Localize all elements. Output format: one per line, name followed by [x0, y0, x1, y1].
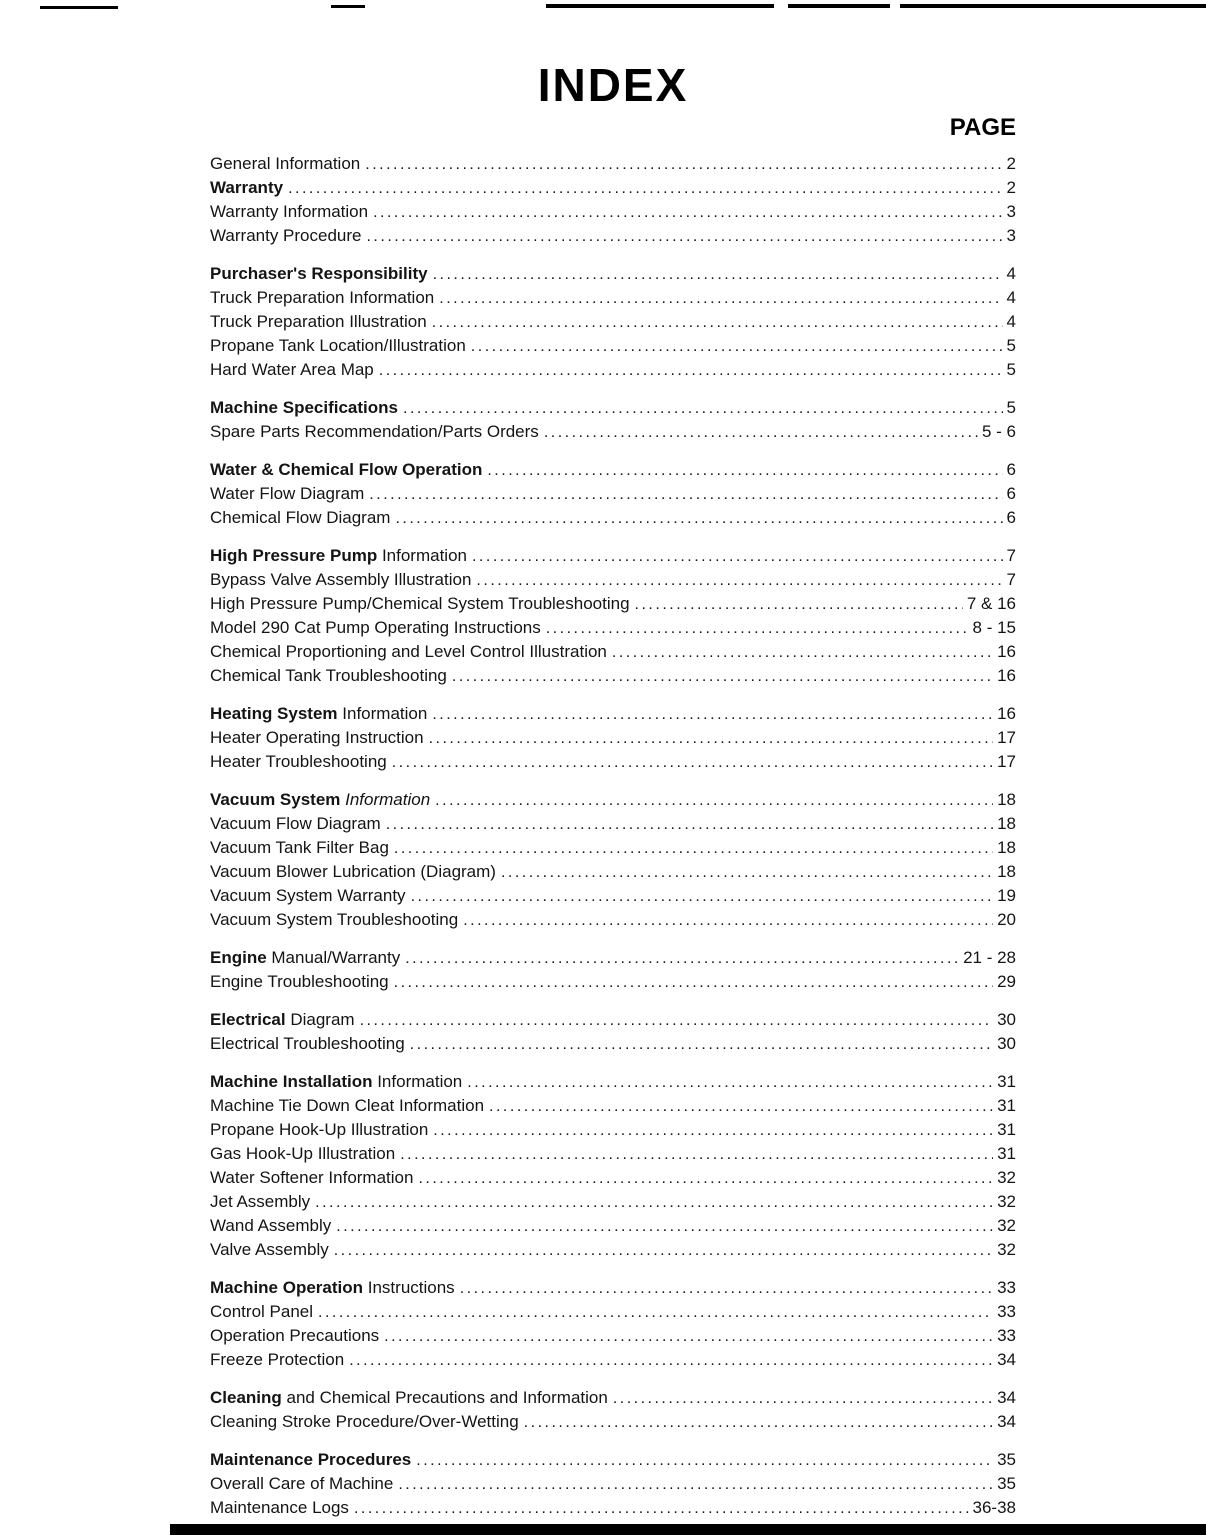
toc-entry-page: 2: [1006, 154, 1016, 173]
toc-entry: [210, 200, 1016, 224]
toc-entry-page: 32: [997, 1240, 1016, 1259]
toc-entry-page: 33: [997, 1302, 1016, 1321]
dotted-leader: [336, 1214, 993, 1238]
dotted-leader: [418, 1166, 993, 1190]
toc-entry: [210, 1118, 1016, 1142]
toc-entry-page: 6: [1006, 484, 1016, 503]
toc-entry-page: 5: [1006, 336, 1016, 355]
toc-entry-label: Water & Chemical Flow Operation: [210, 460, 483, 479]
toc-entry-page: 8 - 15: [972, 618, 1016, 637]
toc-entry: [210, 262, 1016, 286]
toc-entry-label: Cleaning Stroke Procedure/Over-Wetting: [210, 1412, 519, 1431]
page-column-header: PAGE: [949, 114, 1016, 141]
page-title: INDEX: [537, 59, 689, 111]
toc-entry: [210, 1032, 1016, 1056]
dotted-leader: [544, 420, 978, 444]
toc-entry-page: 30: [997, 1034, 1016, 1053]
dotted-leader: [463, 908, 993, 932]
toc-entry-label: Warranty: [210, 178, 284, 197]
dotted-leader: [369, 482, 1002, 506]
toc-entry: [210, 616, 1016, 640]
toc-entry: [210, 568, 1016, 592]
toc-entry-label: Spare Parts Recommendation/Parts Orders: [210, 422, 539, 441]
toc-entry-page: 34: [997, 1388, 1016, 1407]
toc-entry-page: 31: [997, 1072, 1016, 1091]
dotted-leader: [400, 1142, 993, 1166]
dotted-leader: [476, 568, 1002, 592]
dotted-leader: [613, 1386, 993, 1410]
toc-entry: [210, 884, 1016, 908]
toc-entry-label: High Pressure Pump/Chemical System Troubleshooting: [210, 594, 630, 613]
toc-entry-label: Vacuum Blower Lubrication (Diagram): [210, 862, 496, 881]
dotted-leader: [435, 788, 993, 812]
toc-entry-page: 31: [997, 1120, 1016, 1139]
toc-entry-label: Chemical Flow Diagram: [210, 508, 391, 527]
dotted-leader: [501, 860, 993, 884]
toc-entry-page: 7: [1006, 546, 1016, 565]
toc-entry-page: 7: [1006, 570, 1016, 589]
bottom-rule: [170, 1524, 1206, 1535]
toc-entry-page: 3: [1006, 202, 1016, 221]
toc-entry-label: Vacuum System Warranty: [210, 886, 406, 905]
toc-entry: [210, 592, 1016, 616]
toc-entry: [210, 544, 1016, 568]
toc-entry-page: 32: [997, 1192, 1016, 1211]
toc-entry: [210, 1238, 1016, 1262]
dotted-leader: [429, 726, 994, 750]
dotted-leader: [467, 1070, 993, 1094]
toc-entry-label: Heating System Information: [210, 704, 428, 723]
toc-entry: [210, 482, 1016, 506]
dotted-leader: [349, 1348, 993, 1372]
toc-entry-label: Engine Manual/Warranty: [210, 948, 401, 967]
dotted-leader: [373, 200, 1002, 224]
toc-entry-page: 35: [997, 1474, 1016, 1493]
toc-entry: [210, 506, 1016, 530]
toc-entry: [210, 1142, 1016, 1166]
toc-entry-label: Electrical Diagram: [210, 1010, 355, 1029]
toc-entry-page: 7 & 16: [966, 594, 1016, 613]
toc-entry: [210, 1070, 1016, 1094]
toc-entry: [210, 310, 1016, 334]
toc-entry-label: Truck Preparation Information: [210, 288, 435, 307]
toc-entry-label: Wand Assembly: [210, 1216, 332, 1235]
toc-entry: [210, 640, 1016, 664]
toc-entry: [210, 664, 1016, 688]
toc-entry-page: 18: [997, 814, 1016, 833]
toc-entry-page: 6: [1006, 508, 1016, 527]
toc-entry-page: 5: [1006, 398, 1016, 417]
toc-entry-label: Propane Hook-Up Illustration: [210, 1120, 429, 1139]
toc-entry: [210, 358, 1016, 382]
dotted-leader: [416, 1448, 993, 1472]
dotted-leader: [403, 396, 1003, 420]
toc-entry: [210, 1094, 1016, 1118]
dotted-leader: [360, 1008, 994, 1032]
toc-entry-label: Control Panel: [210, 1302, 314, 1321]
toc-entry: [210, 970, 1016, 994]
dotted-leader: [398, 1472, 993, 1496]
toc-entry-label: Warranty Procedure: [210, 226, 362, 245]
top-rule-segment: [40, 6, 118, 9]
dotted-leader: [410, 1032, 993, 1056]
toc-entry-label: Machine Operation Instructions: [210, 1278, 455, 1297]
toc-entry-label: Vacuum System Troubleshooting: [210, 910, 459, 929]
dotted-leader: [395, 506, 1002, 530]
toc-entry-page: 5: [1006, 360, 1016, 379]
dotted-leader: [432, 702, 993, 726]
dotted-leader: [288, 176, 1002, 200]
toc-entry-page: 18: [997, 790, 1016, 809]
toc-entry-label: High Pressure Pump Information: [210, 546, 467, 565]
toc-entry: [210, 176, 1016, 200]
toc-list: [210, 152, 1016, 1520]
toc-entry-label: Operation Precautions: [210, 1326, 380, 1345]
dotted-leader: [405, 946, 959, 970]
dotted-leader: [432, 310, 1003, 334]
toc-entry-label: Heater Troubleshooting: [210, 752, 387, 771]
toc-entry: [210, 1448, 1016, 1472]
toc-entry-label: Model 290 Cat Pump Operating Instructions: [210, 618, 541, 637]
toc-entry-label: Vacuum Flow Diagram: [210, 814, 381, 833]
toc-entry-page: 16: [997, 642, 1016, 661]
toc-entry: [210, 396, 1016, 420]
toc-entry-label: General Information: [210, 154, 361, 173]
dotted-leader: [384, 1324, 993, 1348]
toc-entry-page: 18: [997, 838, 1016, 857]
dotted-leader: [433, 1118, 993, 1142]
toc-entry: [210, 1166, 1016, 1190]
toc-entry-label: Warranty Information: [210, 202, 369, 221]
toc-entry-label: Freeze Protection: [210, 1350, 345, 1369]
toc-entry: [210, 420, 1016, 444]
toc-entry: [210, 334, 1016, 358]
toc-entry-label: Chemical Proportioning and Level Control Illustration: [210, 642, 607, 661]
dotted-leader: [472, 544, 1003, 568]
dotted-leader: [315, 1190, 993, 1214]
toc-entry-page: 34: [997, 1350, 1016, 1369]
toc-entry-page: 4: [1006, 288, 1016, 307]
toc-entry-page: 16: [997, 704, 1016, 723]
dotted-leader: [487, 458, 1002, 482]
toc-entry-page: 35: [997, 1450, 1016, 1469]
toc-entry: [210, 1472, 1016, 1496]
toc-entry-label: Vacuum Tank Filter Bag: [210, 838, 389, 857]
toc-entry-page: 17: [997, 752, 1016, 771]
toc-entry: [210, 1410, 1016, 1434]
toc-entry: [210, 1276, 1016, 1300]
dotted-leader: [433, 262, 1003, 286]
dotted-leader: [411, 884, 994, 908]
dotted-leader: [394, 836, 993, 860]
toc-entry-page: 6: [1006, 460, 1016, 479]
dotted-leader: [354, 1496, 969, 1520]
toc-entry-page: 21 - 28: [963, 948, 1016, 967]
toc-entry-label: Electrical Troubleshooting: [210, 1034, 405, 1053]
toc-entry-page: 4: [1006, 264, 1016, 283]
top-rule-segment: [546, 4, 774, 8]
dotted-leader: [460, 1276, 993, 1300]
toc-entry-page: 2: [1006, 178, 1016, 197]
dotted-leader: [392, 750, 993, 774]
toc-entry: [210, 1214, 1016, 1238]
top-rule-segment: [331, 5, 365, 8]
toc-entry-label: Cleaning and Chemical Precautions and Information: [210, 1388, 608, 1407]
toc-entry-page: 36-38: [972, 1498, 1016, 1517]
toc-entry-label: Jet Assembly: [210, 1192, 311, 1211]
toc-entry-label: Heater Operating Instruction: [210, 728, 424, 747]
toc-entry-label: Overall Care of Machine: [210, 1474, 394, 1493]
toc-entry-page: 20: [997, 910, 1016, 929]
toc-entry-label: Bypass Valve Assembly Illustration: [210, 570, 472, 589]
dotted-leader: [524, 1410, 993, 1434]
dotted-leader: [365, 152, 1002, 176]
toc-entry-page: 33: [997, 1326, 1016, 1345]
toc-entry-label: Hard Water Area Map: [210, 360, 374, 379]
dotted-leader: [394, 970, 993, 994]
dotted-leader: [489, 1094, 993, 1118]
toc-entry-label: Machine Tie Down Cleat Information: [210, 1096, 485, 1115]
toc-entry-label: Water Flow Diagram: [210, 484, 365, 503]
toc-entry: [210, 788, 1016, 812]
toc-entry: [210, 750, 1016, 774]
toc-entry-label: Propane Tank Location/Illustration: [210, 336, 466, 355]
toc-entry: [210, 812, 1016, 836]
toc-entry: [210, 836, 1016, 860]
toc-entry-page: 31: [997, 1144, 1016, 1163]
toc-entry: [210, 1348, 1016, 1372]
toc-entry: [210, 726, 1016, 750]
toc-entry-label: Maintenance Logs: [210, 1498, 349, 1517]
toc-entry: [210, 1386, 1016, 1410]
toc-entry-label: Gas Hook-Up Illustration: [210, 1144, 396, 1163]
toc-entry-label: Valve Assembly: [210, 1240, 329, 1259]
toc-entry: [210, 860, 1016, 884]
dotted-leader: [439, 286, 1002, 310]
toc-entry-page: 5 - 6: [981, 422, 1016, 441]
dotted-leader: [334, 1238, 993, 1262]
toc-entry-page: 31: [997, 1096, 1016, 1115]
toc-entry-label: Water Softener Information: [210, 1168, 414, 1187]
toc-entry-page: 29: [997, 972, 1016, 991]
dotted-leader: [635, 592, 963, 616]
toc-entry: [210, 702, 1016, 726]
toc-entry: [210, 1496, 1016, 1520]
toc-entry-page: 33: [997, 1278, 1016, 1297]
toc-entry-label: Engine Troubleshooting: [210, 972, 389, 991]
toc-entry-label: Vacuum System Information: [210, 790, 431, 809]
dotted-leader: [546, 616, 969, 640]
top-rule-segment: [788, 4, 890, 8]
toc-entry-page: 17: [997, 728, 1016, 747]
toc-entry-page: 16: [997, 666, 1016, 685]
top-rule-segment: [900, 4, 1206, 8]
toc-entry-label: Machine Installation Information: [210, 1072, 463, 1091]
toc-entry: [210, 1324, 1016, 1348]
toc-entry-label: Purchaser's Responsibility: [210, 264, 428, 283]
toc-entry: [210, 946, 1016, 970]
dotted-leader: [379, 358, 1003, 382]
toc-entry-label: Machine Specifications: [210, 398, 398, 417]
toc-entry-page: 34: [997, 1412, 1016, 1431]
toc-entry: [210, 1300, 1016, 1324]
toc-entry-page: 32: [997, 1216, 1016, 1235]
dotted-leader: [318, 1300, 993, 1324]
toc-entry-page: 30: [997, 1010, 1016, 1029]
dotted-leader: [452, 664, 993, 688]
dotted-leader: [366, 224, 1002, 248]
page-content: [210, 58, 1016, 1520]
dotted-leader: [386, 812, 993, 836]
toc-entry: [210, 152, 1016, 176]
toc-entry-page: 18: [997, 862, 1016, 881]
toc-entry: [210, 458, 1016, 482]
toc-entry: [210, 908, 1016, 932]
toc-entry-page: 19: [997, 886, 1016, 905]
toc-entry-label: Truck Preparation Illustration: [210, 312, 427, 331]
toc-entry: [210, 1008, 1016, 1032]
toc-entry: [210, 286, 1016, 310]
dotted-leader: [612, 640, 993, 664]
toc-entry-page: 32: [997, 1168, 1016, 1187]
toc-entry: [210, 1190, 1016, 1214]
toc-entry: [210, 224, 1016, 248]
dotted-leader: [471, 334, 1003, 358]
toc-entry-page: 3: [1006, 226, 1016, 245]
toc-entry-label: Maintenance Procedures: [210, 1450, 412, 1469]
toc-entry-page: 4: [1006, 312, 1016, 331]
toc-entry-label: Chemical Tank Troubleshooting: [210, 666, 447, 685]
